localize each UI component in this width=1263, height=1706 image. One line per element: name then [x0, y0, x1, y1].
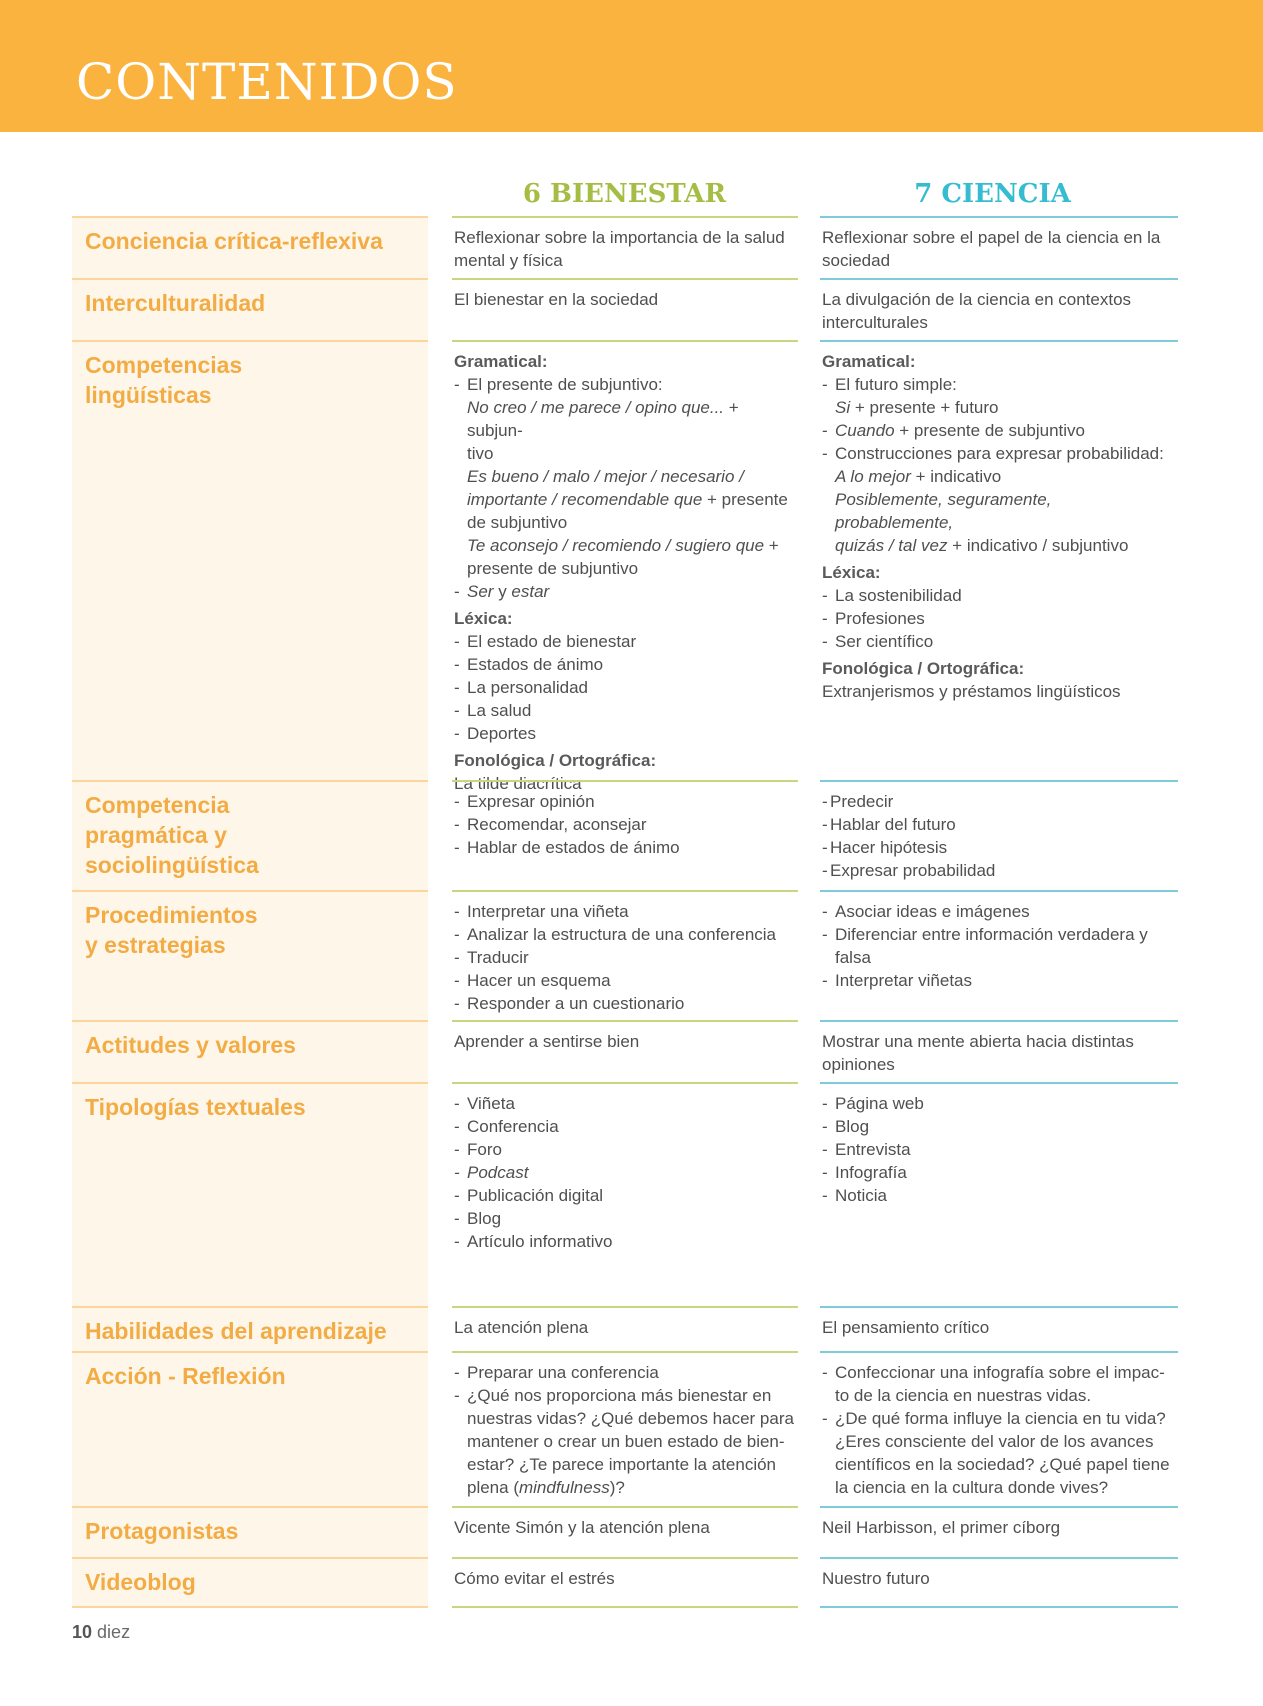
cell-unit-7: Nuestro futuro — [820, 1557, 1178, 1606]
list-item: - ¿De qué forma influye la ciencia en tu vida? ¿Eres consciente del valor de los avances científicos en la sociedad? ¿Qué papel tiene la ciencia en la cultura donde vives? — [822, 1407, 1174, 1499]
list-item: - Ser científico — [822, 630, 1174, 653]
list-item: - Asociar ideas e imágenes — [822, 900, 1174, 923]
list-item: - La sostenibilidad — [822, 584, 1174, 607]
cell-unit-7 — [820, 340, 1178, 780]
row-label: Videoblog — [72, 1557, 428, 1606]
cell-unit-6: El bienestar en la sociedad — [452, 278, 798, 340]
row-conciencia — [0, 216, 1263, 278]
row-label: Conciencia crítica-reflexiva — [72, 216, 428, 278]
list-item: - Hablar de estados de ánimo — [454, 836, 794, 859]
page-title: CONTENIDOS — [76, 53, 458, 111]
row-accion-reflexion — [0, 1351, 1263, 1506]
subheading-fonologica: Fonológica / Ortográfica: — [454, 751, 657, 770]
list-item: - Viñeta — [454, 1092, 794, 1115]
fonologica-text: Extranjerismos y préstamos lingüísticos — [822, 682, 1121, 701]
page-footer — [72, 1622, 130, 1643]
list-item: - Artículo informativo — [454, 1230, 794, 1253]
cell-unit-6 — [452, 780, 798, 890]
cell-unit-6: Reflexionar sobre la importancia de la salud mental y física — [452, 216, 798, 278]
cell-unit-6: Vicente Simón y la atención plena — [452, 1506, 798, 1557]
cell-unit-6 — [452, 1082, 798, 1306]
page-number-word: diez — [97, 1622, 131, 1642]
list-item: - Predecir — [822, 790, 1174, 813]
column-header-unit-6: 6 BIENESTAR — [522, 179, 727, 209]
list-item: - Foro — [454, 1138, 794, 1161]
row-label: Protagonistas — [72, 1506, 428, 1557]
list-item: - El futuro simple: Si + presente + futuro — [822, 373, 1174, 419]
row-protagonistas — [0, 1506, 1263, 1557]
row-actitudes — [0, 1020, 1263, 1082]
cell-unit-7 — [820, 890, 1178, 1020]
row-competencia-pragmatica — [0, 780, 1263, 890]
list-item: - Preparar una conferencia — [454, 1361, 794, 1384]
subheading-gramatical: Gramatical: — [822, 352, 916, 371]
list-item: - Estados de ánimo — [454, 653, 794, 676]
list-item: - El estado de bienestar — [454, 630, 794, 653]
cell-unit-6 — [452, 340, 798, 793]
cell-unit-6: Aprender a sentirse bien — [452, 1020, 798, 1082]
list-item: - Publicación digital — [454, 1184, 794, 1207]
list-item: - Confeccionar una infografía sobre el impac-to de la ciencia en nuestras vidas. — [822, 1361, 1174, 1407]
list-item: - Responder a un cuestionario — [454, 992, 794, 1015]
list-item: - Analizar la estructura de una conferencia — [454, 923, 794, 946]
list-item: - ¿Qué nos proporciona más bienestar en nuestras vidas? ¿Qué debemos hacer para mantener o crear un buen estado de bien-estar? ¿Te parece importante la atención plena (mindfulness)? — [454, 1384, 794, 1499]
cell-unit-7: Mostrar una mente abierta hacia distintas opiniones — [820, 1020, 1178, 1082]
lexica-list — [822, 584, 1174, 653]
cell-unit-6 — [452, 890, 798, 1020]
row-label: Habilidades del aprendizaje — [72, 1306, 428, 1351]
list-item: - Infografía — [822, 1161, 1174, 1184]
subheading-lexica: Léxica: — [454, 609, 513, 628]
list-item: - Hacer hipótesis — [822, 836, 1174, 859]
list-item: - Podcast — [454, 1161, 794, 1184]
cell-unit-6 — [452, 1351, 798, 1506]
lexica-list — [454, 630, 794, 745]
cell-unit-7 — [820, 1082, 1178, 1306]
row-procedimientos — [0, 890, 1263, 1020]
list-item: - Blog — [454, 1207, 794, 1230]
list-item: - Hablar del futuro — [822, 813, 1174, 836]
header-banner — [0, 0, 1263, 132]
list-item: - Expresar opinión — [454, 790, 794, 813]
subheading-fonologica: Fonológica / Ortográfica: — [822, 659, 1025, 678]
grammar-list — [454, 373, 794, 603]
table-bottom-rule — [452, 1606, 798, 1608]
fonologica-text: La tilde diacrítica — [454, 774, 582, 793]
list-item: - Recomendar, aconsejar — [454, 813, 794, 836]
row-label: Competencias lingüísticas — [72, 340, 428, 780]
table-bottom-rule — [820, 1606, 1178, 1608]
cell-unit-7: Neil Harbisson, el primer cíborg — [820, 1506, 1178, 1557]
list-item: - Construcciones para expresar probabilidad: A lo mejor + indicativo Posiblemente, seguramente, probablemente, quizás / tal vez + indicativo / subjuntivo — [822, 442, 1174, 557]
list-item: - Noticia — [822, 1184, 1174, 1207]
list-item: - La salud — [454, 699, 794, 722]
row-label: Competencia pragmática y sociolingüística — [72, 780, 428, 890]
list-item: - Deportes — [454, 722, 794, 745]
list-item: - Página web — [822, 1092, 1174, 1115]
row-label: Interculturalidad — [72, 278, 428, 340]
cell-unit-6: Cómo evitar el estrés — [452, 1557, 798, 1606]
grammar-list — [822, 373, 1174, 557]
list-item: - Interpretar viñetas — [822, 969, 1174, 992]
list-item: - Expresar probabilidad — [822, 859, 1174, 882]
list-item: - Profesiones — [822, 607, 1174, 630]
row-videoblog — [0, 1557, 1263, 1606]
list-item: - Entrevista — [822, 1138, 1174, 1161]
row-interculturalidad — [0, 278, 1263, 340]
cell-unit-7: La divulgación de la ciencia en contextos interculturales — [820, 278, 1178, 340]
row-habilidades — [0, 1306, 1263, 1351]
list-item: - Traducir — [454, 946, 794, 969]
cell-unit-6: La atención plena — [452, 1306, 798, 1351]
row-label: Tipologías textuales — [72, 1082, 428, 1306]
list-item: - Hacer un esquema — [454, 969, 794, 992]
row-label: Actitudes y valores — [72, 1020, 428, 1082]
row-label: Acción - Reflexión — [72, 1351, 428, 1506]
row-competencias-linguisticas — [0, 340, 1263, 793]
table-bottom-rule — [72, 1606, 428, 1608]
list-item: - Cuando + presente de subjuntivo — [822, 419, 1174, 442]
subheading-lexica: Léxica: — [822, 563, 881, 582]
list-item: - La personalidad — [454, 676, 794, 699]
row-label: Procedimientos y estrategias — [72, 890, 428, 1020]
list-item: - El presente de subjuntivo: No creo / me parece / opino que... + subjun- tivo Es bueno / malo / mejor / necesario / importante / recomendable que + presente de subjuntivo Te aconsejo / recomiendo / sugiero que + presente de subjuntivo — [454, 373, 794, 580]
list-item: - Ser y estar — [454, 580, 794, 603]
column-header-unit-7: 7 CIENCIA — [914, 179, 1071, 209]
subheading-gramatical: Gramatical: — [454, 352, 548, 371]
list-item: - Blog — [822, 1115, 1174, 1138]
list-item: - Conferencia — [454, 1115, 794, 1138]
cell-unit-7 — [820, 1351, 1178, 1506]
row-tipologias — [0, 1082, 1263, 1306]
cell-unit-7 — [820, 780, 1178, 890]
page-number: 10 — [72, 1622, 93, 1642]
list-item: - Diferenciar entre información verdadera y falsa — [822, 923, 1174, 969]
list-item: - Interpretar una viñeta — [454, 900, 794, 923]
cell-unit-7: El pensamiento crítico — [820, 1306, 1178, 1351]
cell-unit-7: Reflexionar sobre el papel de la ciencia en la sociedad — [820, 216, 1178, 278]
